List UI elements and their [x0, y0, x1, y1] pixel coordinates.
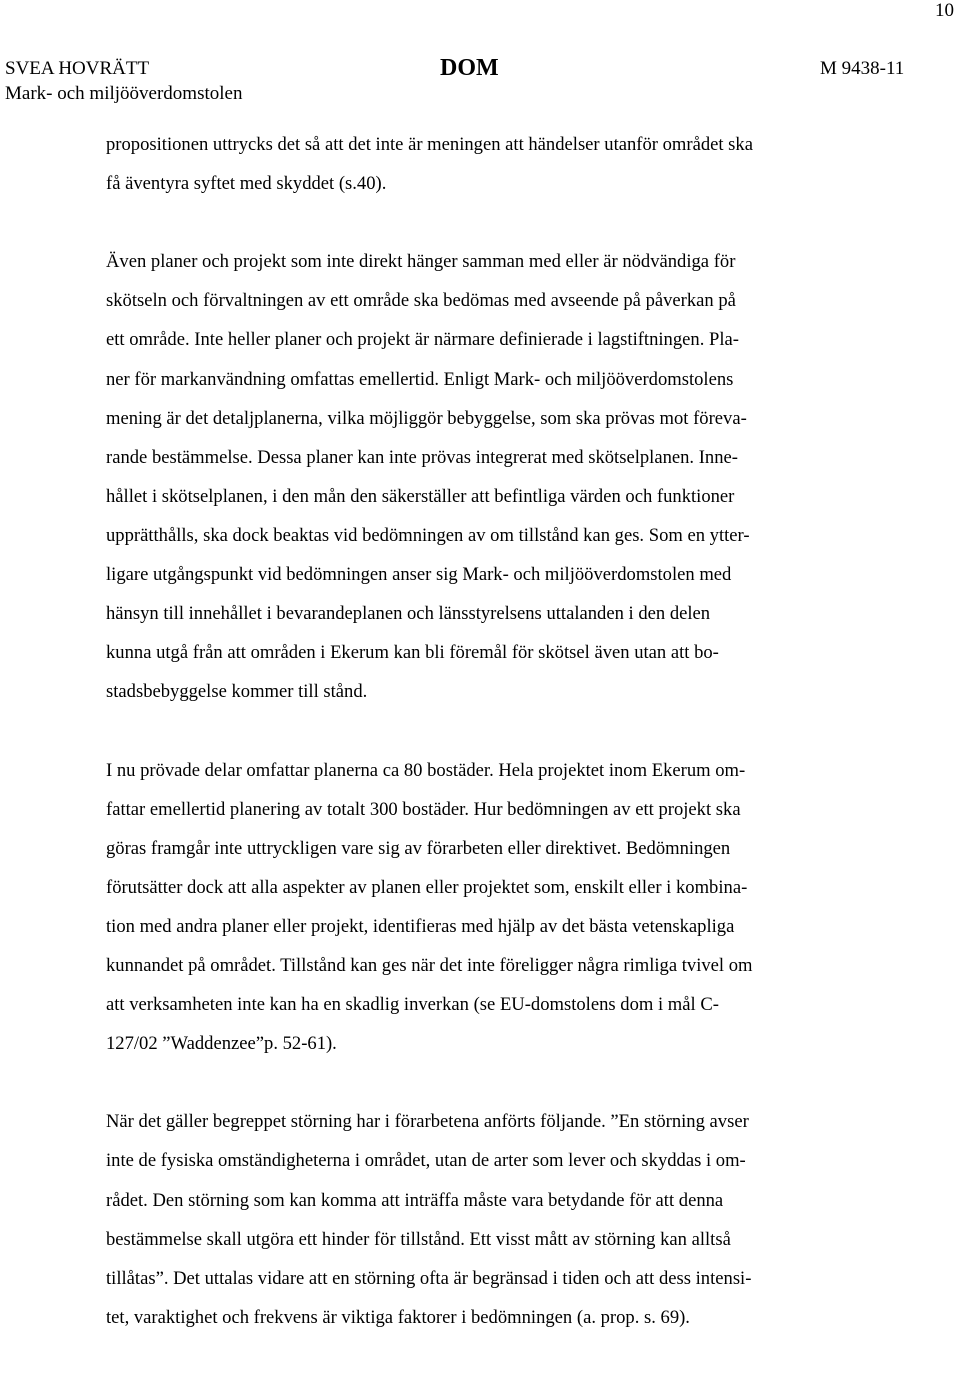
text-line: hållet i skötselplanen, i den mån den säkerställer att befintliga värden och funktioner: [106, 485, 735, 507]
text-line: tet, varaktighet och frekvens är viktiga faktorer i bedömningen (a. prop. s. 69).: [106, 1306, 690, 1328]
text-line: hänsyn till innehållet i bevarandeplanen och länsstyrelsens uttalanden i den delen: [106, 603, 711, 625]
text-line: tillåtas”. Det uttalas vidare att en störning ofta är begränsad i tiden och att dess intensi-: [106, 1267, 752, 1289]
text-line: rådet. Den störning som kan komma att inträffa måste vara betydande för att denna: [106, 1189, 724, 1211]
text-line: upprätthålls, ska dock beaktas vid bedömningen av om tillstånd kan ges. Som en ytter-: [106, 524, 750, 546]
paragraph: [106, 1102, 906, 1337]
text-line: göras framgår inte uttryckligen vare sig av förarbeten eller direktivet. Bedömningen: [106, 837, 731, 859]
document-body: [106, 125, 906, 1376]
document-type: DOM: [440, 55, 499, 81]
text-line: mening är det detaljplanerna, vilka möjliggör bebyggelse, som ska prövas mot föreva-: [106, 407, 747, 429]
text-line: propositionen uttrycks det så att det inte är meningen att händelser utanför området ska: [106, 134, 753, 155]
text-line: bestämmelse skall utgöra ett hinder för tillstånd. Ett visst mått av störning kan alltså: [106, 1228, 731, 1250]
paragraph: [106, 751, 906, 1064]
text-line: kunna utgå från att områden i Ekerum kan bli föremål för skötsel även utan att bo-: [106, 642, 719, 664]
text-line: inte de fysiska omständigheterna i området, utan de arter som lever och skyddas i om-: [106, 1150, 746, 1172]
text-line: tion med andra planer eller projekt, identifieras med hjälp av det bästa vetenskapliga: [106, 915, 735, 937]
text-line: att verksamheten inte kan ha en skadlig inverkan (se EU-domstolens dom i mål C-: [106, 994, 719, 1016]
text-line: fattar emellertid planering av totalt 300 bostäder. Hur bedömningen av ett projekt ska: [106, 798, 741, 820]
text-line: kunnandet på området. Tillstånd kan ges när det inte föreligger några rimliga tvivel om: [106, 954, 753, 976]
text-line: 127/02 ”Waddenzee”p. 52-61).: [106, 1033, 337, 1055]
paragraph: [106, 125, 906, 203]
text-line: få äventyra syftet med skyddet (s.40).: [106, 173, 387, 195]
paragraph: [106, 242, 906, 711]
text-line: ner för markanvändning omfattas emellertid. Enligt Mark- och miljööverdomstolens: [106, 368, 734, 390]
text-line: rande bestämmelse. Dessa planer kan inte prövas integrerat med skötselplanen. Inne-: [106, 446, 738, 468]
court-name: SVEA HOVRÄTT: [5, 58, 150, 79]
text-line: skötseln och förvaltningen av ett område ska bedömas med avseende på påverkan på: [106, 290, 736, 312]
page-number: 10: [935, 0, 954, 21]
text-line: Även planer och projekt som inte direkt hänger samman med eller är nödvändiga för: [106, 251, 736, 273]
department-name: Mark- och miljööverdomstolen: [5, 83, 243, 104]
text-line: förutsätter dock att alla aspekter av planen eller projektet som, enskilt eller i kombina-: [106, 876, 748, 898]
text-line: stadsbebyggelse kommer till stånd.: [106, 681, 368, 703]
text-line: ligare utgångspunkt vid bedömningen anser sig Mark- och miljööverdomstolen med: [106, 564, 732, 586]
text-line: När det gäller begreppet störning har i förarbetena anförts följande. ”En störning avser: [106, 1111, 749, 1133]
case-number: M 9438-11: [820, 58, 905, 79]
text-line: I nu prövade delar omfattar planerna ca 80 bostäder. Hela projektet inom Ekerum om-: [106, 759, 746, 781]
text-line: ett område. Inte heller planer och projekt är närmare definierade i lagstiftningen. Pla-: [106, 329, 739, 351]
